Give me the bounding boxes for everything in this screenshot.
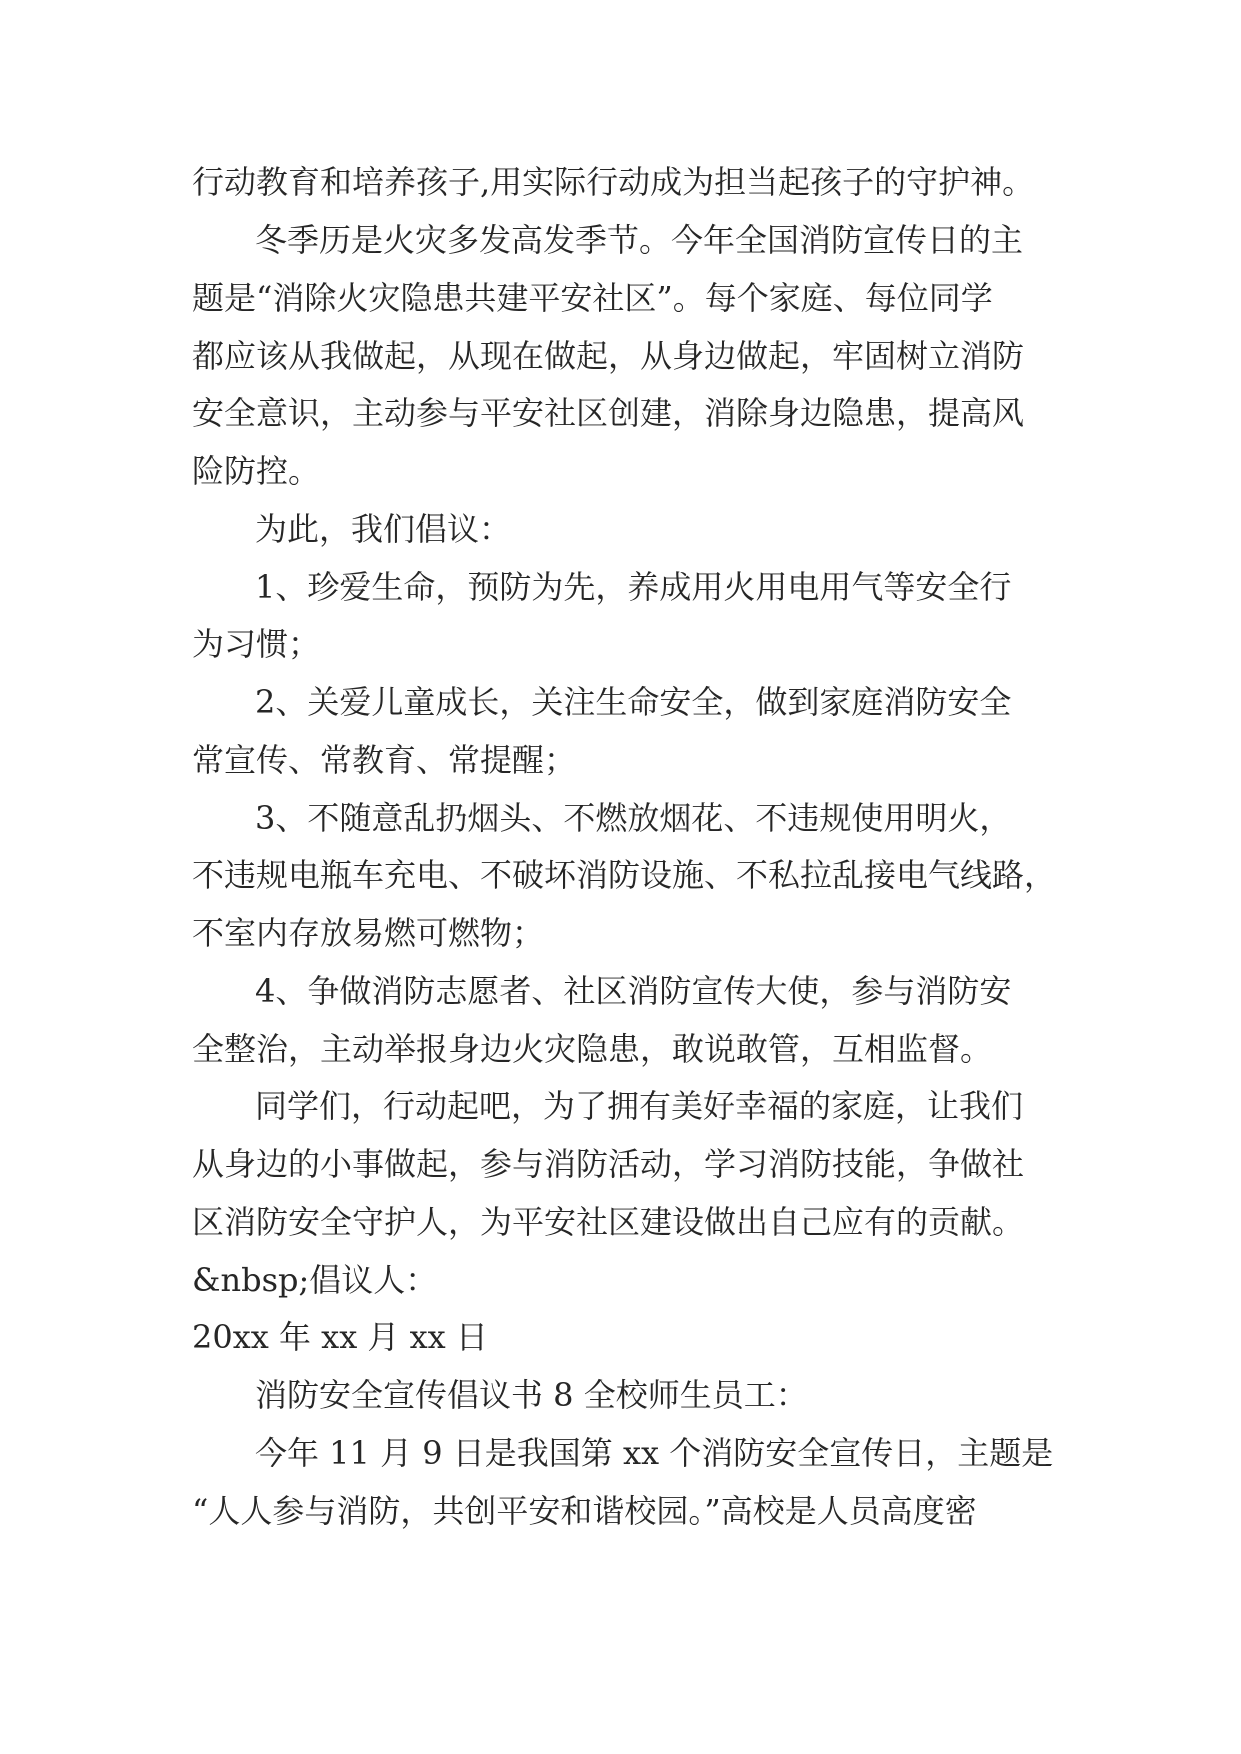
paragraph-line: 题是“消除火灾隐患共建平安社区”。每个家庭、每位同学 [192, 279, 993, 317]
list-item-line: 不违规电瓶车充电、不破坏消防设施、不私拉乱接电气线路， [192, 856, 1057, 894]
paragraph-line: 险防控。 [192, 452, 321, 490]
list-item-line: 全整治，主动举报身边火灾隐患，敢说敢管，互相监督。 [192, 1030, 993, 1068]
paragraph-line: 安全意识，主动参与平安社区创建，消除身边隐患，提高风 [192, 394, 1025, 432]
paragraph-line: 区消防安全守护人，为平安社区建设做出自己应有的贡献。 [192, 1203, 1025, 1241]
paragraph-line: “人人参与消防，共创平安和谐校园。”高校是人员高度密 [192, 1492, 977, 1530]
paragraph-line: 今年 11 月 9 日是我国第 xx 个消防安全宣传日，主题是 [255, 1434, 1054, 1472]
list-item-line: 常宣传、常教育、常提醒； [192, 741, 577, 779]
list-item-line: 4、争做消防志愿者、社区消防宣传大使，参与消防安 [255, 972, 1012, 1010]
list-item-line: 2、关爱儿童成长，关注生命安全，做到家庭消防安全 [255, 683, 1012, 721]
paragraph-line: 为此，我们倡议： [255, 510, 512, 548]
list-item-line: 为习惯； [192, 625, 321, 663]
section-heading-line: 消防安全宣传倡议书 8 全校师生员工： [255, 1376, 808, 1414]
list-item-line: 1、珍爱生命，预防为先，养成用火用电用气等安全行 [255, 568, 1012, 606]
paragraph-line: 同学们，行动起吧，为了拥有美好幸福的家庭，让我们 [255, 1087, 1024, 1125]
paragraph-line: 行动教育和培养孩子,用实际行动成为担当起孩子的守护神。 [192, 163, 1035, 201]
paragraph-line: 冬季历是火灾多发高发季节。今年全国消防宣传日的主 [255, 221, 1024, 259]
date-line: 20xx 年 xx 月 xx 日 [192, 1318, 488, 1356]
paragraph-line: 都应该从我做起，从现在做起，从身边做起，牢固树立消防 [192, 337, 1025, 375]
list-item-line: 不室内存放易燃可燃物； [192, 914, 545, 952]
paragraph-line: 从身边的小事做起，参与消防活动，学习消防技能，争做社 [192, 1145, 1025, 1183]
list-item-line: 3、不随意乱扔烟头、不燃放烟花、不违规使用明火， [255, 799, 1012, 837]
proposer-signature-line: &nbsp;倡议人： [192, 1261, 438, 1299]
